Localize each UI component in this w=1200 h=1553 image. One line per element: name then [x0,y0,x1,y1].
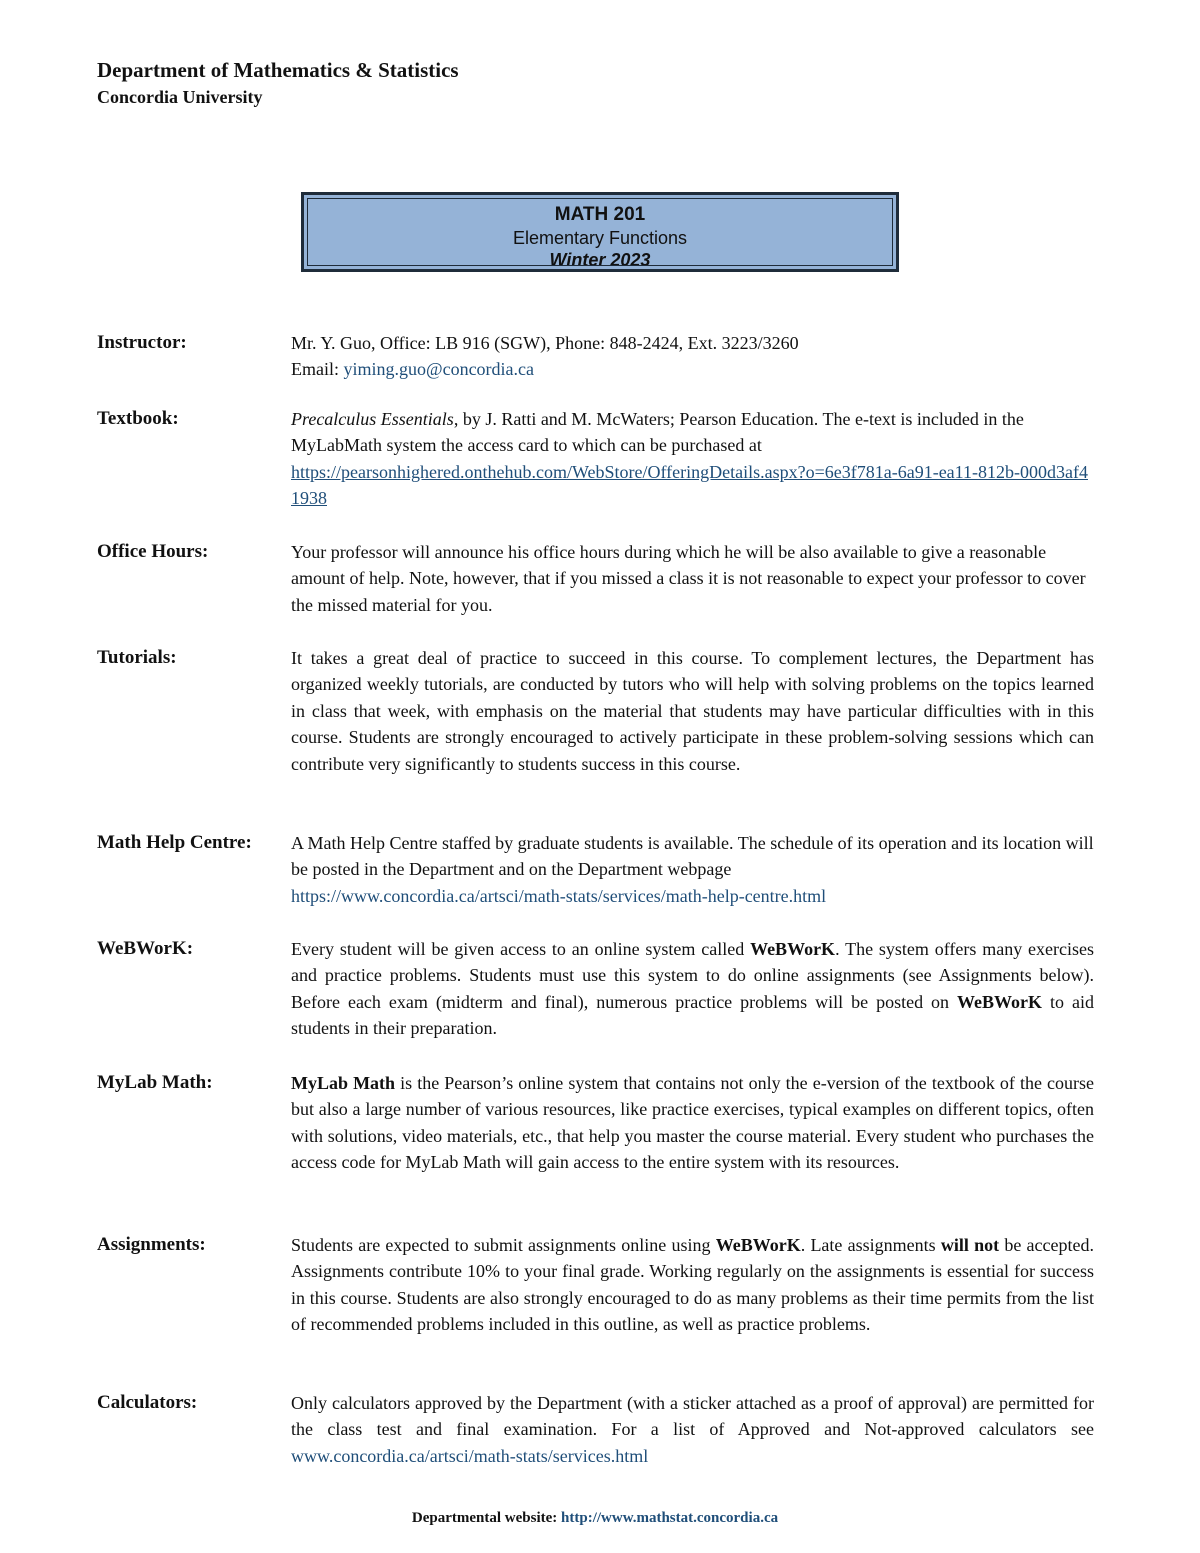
university-name: Concordia University [97,87,263,107]
course-code: MATH 201 [554,204,646,225]
calculators-label: Calculators: [97,1392,198,1413]
textbook-label: Textbook: [97,408,179,429]
instructor-info: Mr. Y. Guo, Office: LB 916 (SGW), Phone: 848-2424, Ext. 3223/3260 [291,333,799,353]
textbook-title: Precalculus Essentials [291,409,454,429]
math-help-body [291,830,1094,909]
course-name: Elementary Functions [512,228,688,248]
footer-website-link[interactable]: http://www.mathstat.concordia.ca [561,1510,779,1526]
math-help-link[interactable]: https://www.concordia.ca/artsci/math-stats/services/math-help-centre.html [291,885,827,906]
math-help-text: A Math Help Centre staffed by graduate students is available. The schedule of its operation and its location will be posted in the Department and on the Department webpage [291,833,1094,880]
footer-label: Departmental website: [411,1510,562,1526]
document-header [97,56,459,110]
course-term: Winter 2023 [549,250,651,270]
webwork-bold-1: WeBWorK [750,939,836,959]
department-name: Department of Mathematics & Statistics [97,58,459,82]
instructor-label: Instructor: [97,332,187,353]
mylab-text: MyLab Math is the Pearson’s online system that contains not only the e-version of the textbook of the course but also a large number of various resources, like practice exercises, typical examples on different topics, often with solutions, video materials, etc., that help you master the course material. Every student who purchases the access code for MyLab Math will gain access to the entire system with its resources. [291,1073,1094,1173]
tutorials-label: Tutorials: [97,647,177,668]
textbook-body [291,406,1094,512]
mylab-label: MyLab Math: [97,1072,213,1093]
webwork-label: WeBWorK: [97,938,194,959]
footer [0,1510,1190,1527]
instructor-body [291,330,1094,383]
office-hours-text: Your professor will announce his office hours during which he will be also available to give a reasonable amount of help. Note, however, that if you missed a class it is not reasonable to expect your professor to cover the missed material for you. [291,542,1086,615]
mylab-bold: MyLab Math [291,1073,396,1093]
email-prefix: Email: [291,359,344,380]
office-hours-label: Office Hours: [97,541,209,562]
webwork-text: Every student will be given access to an online system called WeBWorK. The system offers many exercises and practice problems. Students must use this system to do online assignments (see Assignments below). Before each exam (midterm and final), numerous practice problems will be posted on WeBWorK to aid students in their preparation. [291,939,1095,1039]
tutorials-text: It takes a great deal of practice to succeed in this course. To complement lectures, the Department has organized weekly tutorials, are conducted by tutors who will help with solving problems on the topics learned in class that week, with emphasis on the material that students may have particular difficulties with in this course. Students are strongly encouraged to actively participate in these problem-solving sessions which can contribute very significantly to students success in this course. [291,648,1094,774]
course-title-box [301,192,899,272]
assignments-bold-2: will not [940,1235,1000,1255]
math-help-label: Math Help Centre: [97,832,252,853]
assignments-bold-1: WeBWorK [715,1235,801,1255]
assignments-text: Students are expected to submit assignments online using WeBWorK. Late assignments will not be accepted. Assignments contribute 10% to your final grade. Working regularly on the assignments is essential for success in this course. Students are also strongly encouraged to do as many problems as their time permits from the list of recommended problems included in this outline, as well as practice problems. [291,1235,1094,1335]
instructor-email-link[interactable]: yiming.guo@concordia.ca [343,359,535,380]
instructor-email-line [291,356,1094,382]
calculators-text: Only calculators approved by the Department (with a sticker attached as a proof of approval) are permitted for the class test and final examination. For a list of Approved and Not-approved calculators see www.concordia.ca/artsci/math-stats/services.html [291,1393,1094,1466]
textbook-purchase-link[interactable]: https://pearsonhighered.onthehub.com/WebStore/OfferingDetails.aspx?o=6e3f781a-6a91-ea11-812b-000d3af41938 [291,461,1088,509]
webwork-bold-2: WeBWorK [957,991,1043,1012]
calculators-link[interactable]: www.concordia.ca/artsci/math-stats/services.html [291,1445,649,1466]
assignments-label: Assignments: [97,1234,206,1255]
textbook-text: , by J. Ratti and M. McWaters; Pearson Education. The e-text is included in the MyLabMath system the access card to which can be purchased at [291,409,1024,456]
